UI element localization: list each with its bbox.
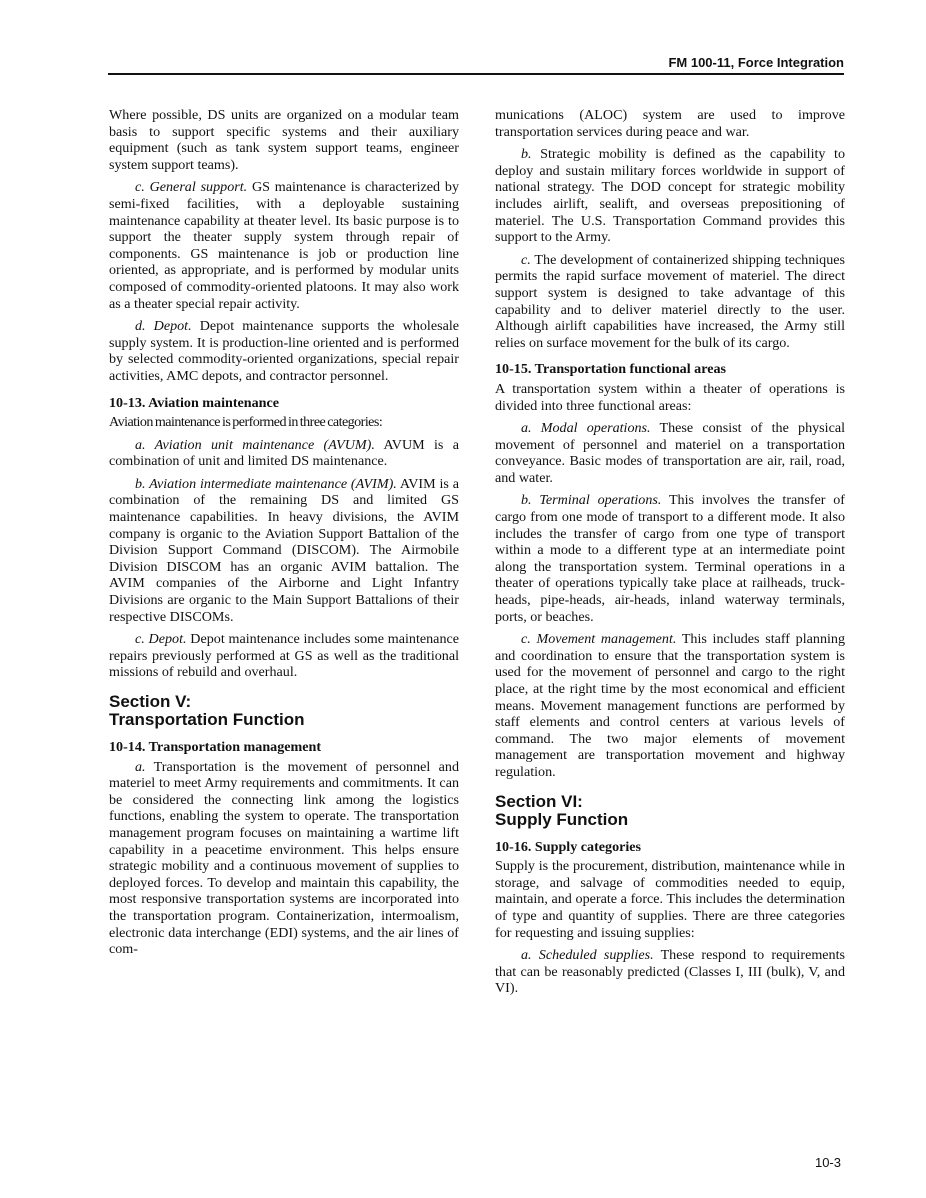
paragraph (109, 437, 459, 470)
paragraph (495, 631, 845, 780)
section-title: Transportation Function (109, 710, 305, 729)
paragraph-lead: a. Modal operations. (521, 420, 651, 437)
paragraph-text: AVUM is a combination of unit and limited DS maintenance. (109, 436, 459, 470)
paragraph: Supply is the procurement, distribution, maintenance while in storage, and salvage of commodities needed to equip, maintain, and operate a force. This includes the determination of type and quantity of supplies. There are three categories for requesting and issuing supplies: (495, 858, 845, 941)
paragraph-text: This includes staff planning and coordination to ensure that the transportation system is used for the movement of personnel and cargo to the right place, at the right time by the most economical and efficient means. Movement management functions are performed by staff elements and control centers at various levels of command. The two major elements of movement management are transportation movement and highway regulation. (495, 631, 845, 780)
section-title: Supply Function (495, 809, 629, 829)
running-header: FM 100-11, Force Integration (668, 55, 844, 70)
paragraph (495, 420, 845, 486)
section-number: Section V: (109, 692, 192, 711)
paragraph-text: Depot maintenance includes some maintenance repairs previously performed at GS as well as the traditional missions of rebuild and overhaul. (109, 631, 459, 681)
paragraph-text: Depot maintenance supports the wholesale supply system. It is production-line oriented and is performed by selected commodity-oriented organizations, special repair activities, AMC depots, and contractor personnel. (109, 318, 459, 384)
paragraph (495, 947, 845, 997)
paragraph (109, 179, 459, 312)
paragraph-text: GS maintenance is characterized by semi-fixed facilities, with a deployable sustaining maintenance capability at theater level. Its basic purpose is to support the theater supply system through repair of components. GS maintenance is job or production line oriented, as appropriate, and is performed by modular units composed of commodity-oriented platoons. It may also work as a theater special repair activity. (109, 179, 459, 312)
paragraph-lead: a. (135, 758, 146, 775)
paragraph: Aviation maintenance is performed in three categories: (109, 414, 383, 431)
paragraph-lead: c. General support. (135, 179, 248, 196)
paragraph-lead: a. Aviation unit maintenance (AVUM). (135, 436, 375, 453)
left-column (109, 107, 459, 964)
paragraph: munications (ALOC) system are used to improve transportation services during peace and war. (495, 107, 845, 140)
paragraph (495, 492, 845, 625)
paragraph (495, 146, 845, 246)
paragraph: A transportation system within a theater of operations is divided into three functional areas: (495, 380, 845, 414)
section-number: Section VI: (495, 791, 583, 811)
paragraph-lead: a. Scheduled supplies. (521, 947, 654, 964)
paragraph-lead: b. Terminal operations. (521, 492, 662, 509)
header-rule (108, 73, 844, 75)
paragraph-text: Strategic mobility is defined as the capability to deploy and sustain military forces worldwide in support of national strategy. The DOD concept for strategic mobility includes airlift, sealift, and overseas prepositioning of materiel. The U.S. Transportation Command provides this support to the Army. (495, 146, 845, 246)
paragraph (495, 252, 845, 352)
paragraph-heading-10-14: 10-14. Transportation management (109, 739, 322, 755)
right-column (495, 107, 845, 1003)
paragraph-lead: d. Depot. (135, 318, 192, 335)
paragraph-text: This involves the transfer of cargo from one mode of transport to a different mode. It also includes the transfer of cargo from one type of transport within a mode to a different type at an intermediate point along the transportation system. Terminal operations in a theater of operations typically take place at railheads, truck-heads, pipe-heads, air-heads, inland waterway terminals, ports, or beaches. (495, 492, 845, 625)
section-heading-v (109, 693, 459, 729)
paragraph: Where possible, DS units are organized on a modular team basis to support specific systems and their auxiliary equipment (such as tank system support teams, engineer system support teams). (109, 107, 459, 173)
page-number: 10-3 (814, 1155, 841, 1170)
paragraph-heading-10-16: 10-16. Supply categories (495, 838, 642, 855)
section-heading-vi (495, 793, 845, 829)
paragraph-lead: c. Depot. (135, 631, 187, 648)
paragraph (109, 476, 459, 625)
paragraph-lead: c. (521, 251, 531, 268)
paragraph (109, 318, 459, 384)
paragraph-text: The development of containerized shipping techniques permits the rapid surface movement of materiel. The direct support system is designed to take advantage of this capability and to deliver materiel directly to the user. Although airlift capabilities have increased, the Army still relies on surface movement for the bulk of its cargo. (495, 251, 845, 351)
paragraph-heading-10-13: 10-13. Aviation maintenance (109, 394, 280, 411)
paragraph-heading-10-15: 10-15. Transportation functional areas (495, 361, 726, 378)
paragraph-text: Transportation is the movement of personnel and materiel to meet Army requirements and commitments. It can be considered the connecting link among the logistics functions, enabling the system to operate. The transportation management program focuses on maintaining a wartime lift capability in a peacetime environment. This helps ensure strategic mobility and a continuous movement of supplies to deployed forces. To develop and maintain this capability, the most responsive transportation systems are incorporated into the transportation program. Containerization, intermoalism, electronic data interchange (EDI) systems, and the air lines of com- (109, 758, 459, 958)
paragraph-text: AVIM is a combination of the remaining DS and limited GS maintenance capabilities. In heavy divisions, the AVIM company is organic to the Aviation Support Battalion of the Division Support Command (DISCOM). The Airmobile Division DISCOM has an organic AVIM battalion. The AVIM companies of the Airborne and Light Infantry Divisions are organic to the Main Support Battalions of their respective DISCOMs. (109, 475, 459, 625)
paragraph-lead: c. Movement management. (521, 631, 677, 648)
paragraph-lead: b. (521, 146, 532, 163)
paragraph-lead: b. Aviation intermediate maintenance (AVIM). (135, 475, 397, 492)
paragraph (109, 631, 459, 681)
paragraph-text: These respond to requirements that can be reasonably predicted (Classes I, III (bulk), V, and VI). (495, 947, 845, 997)
paragraph (109, 759, 459, 958)
paragraph-text: These consist of the physical movement of personnel and materiel on a transportation conveyance. Basic modes of transportation are air, rail, road, and water. (495, 420, 846, 486)
